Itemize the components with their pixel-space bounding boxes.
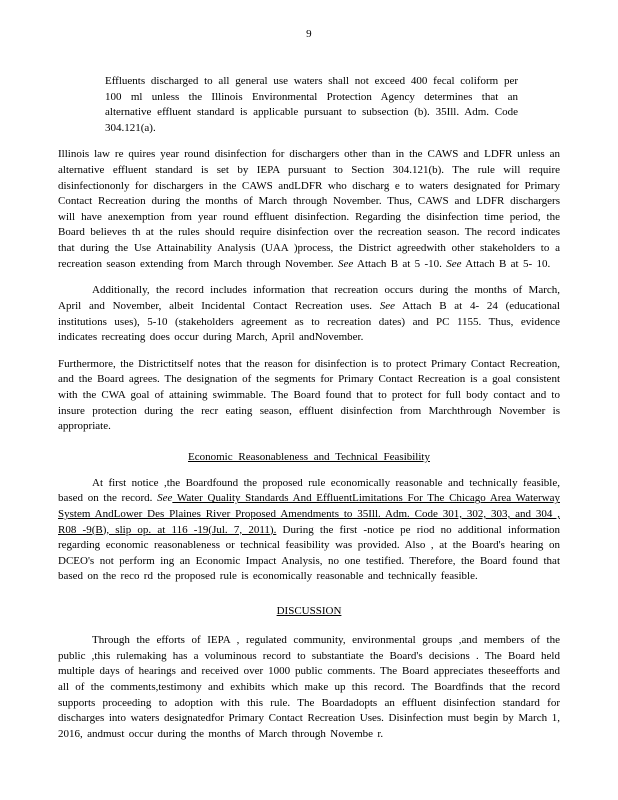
page-number: 9	[306, 28, 312, 40]
section-heading-discussion-label: DISCUSSION	[276, 605, 342, 618]
citation-signal: See	[446, 257, 462, 270]
paragraph-first-notice	[58, 476, 560, 585]
section-heading-economic-label: Economic Reasonableness and Technical Feasibility	[188, 450, 430, 463]
section-heading-economic	[58, 451, 560, 463]
section-heading-discussion	[58, 605, 560, 617]
text-run: Attach B at 4- 24 (educational institutions uses), 5-10 (stakeholders agreement as to recreation dates) and PC 1155. Thus, evidence indicates recreating does occur during March, April andNovember.	[58, 299, 560, 344]
text-run: Attach B at 5 -10.	[353, 257, 447, 270]
text-run: At first notice ,the Boardfound the proposed rule economically reasonable and technically feasible, based on the record.	[58, 476, 560, 505]
paragraph-illinois-law	[58, 147, 560, 272]
text-run: During the first -notice pe riod no additional information regarding economic reasonableness or technical feasibility was provided. Also , at the Board's hearing on DCEO's not perform ing an Economic Impact Analysis, no one testified. Therefore, the Board found that based on the reco rd the proposed rule is economically reasonable and technically feasible.	[58, 523, 560, 583]
citation-signal: See	[379, 299, 396, 312]
paragraph-additionally	[58, 283, 560, 345]
text-run: Illinois law re quires year round disinfection for dischargers other than in the CAWS and LDFR unless an alternative effluent standard is set by IEPA pursuant to Section 304.121(b). The rule will require disinfectiononly for dischargers in the CAWS andLDFR who discharg e to waters designated for Primary Contact Recreation during the months of March through November. Thus, CAWS and LDFR dischargers will have anexemption from year round effluent disinfection. Regarding the disinfection time period, the Board believes th at the rules should require disinfection over the recreation season. The record indicates that during the Use Attainability Analysis (UAA )process, the District agreedwith other stakeholders to a recreation season extending from March through November.	[58, 148, 560, 270]
text-run: Furthermore, the Districtitself notes that the reason for disinfection is to protect Primary Contact Recreation, and the Board agrees. The designation of the segments for Primary Contact Recreation is a goal consistent with the CWA goal of attaining swimmable. The Board found that to protect for full body contact and to insure protection during the recr eating season, effluent disinfection from Marchthrough November is appropriate.	[58, 357, 560, 433]
text-run: Additionally, the record includes information that recreation occurs during the months of March, April and November, albeit Incidental Contact Recreation uses.	[58, 284, 560, 312]
citation-signal: See	[338, 257, 354, 270]
paragraph-furthermore	[58, 357, 560, 435]
text-run: Attach B at 5- 10.	[461, 257, 551, 270]
citation-signal: See	[157, 492, 173, 505]
blockquote-effluents: Effluents discharged to all general use waters shall not exceed 400 fecal coliform per 100 ml unless the Illinois Environmental Protection Agency determines that an alternative effluent standard is applicable pursuant to subsection (b). 35Ill. Adm. Code 304.121(a).	[105, 75, 518, 134]
paragraph-discussion: Through the efforts of IEPA , regulated community, environmental groups ,and members of the public ,this rulemaking has a voluminous record to substantiate the Board's decisions . The Board held multiple days of hearings and received over 1000 public comments. The Board appreciates theseefforts and all of the comments,testimony and exhibits which make up this record. The Boardfinds that the record supports proceeding to adoption with this rule. The Boardadopts an effluent disinfection standard for discharges into waters designatedfor Primary Contact Recreation Uses. Disinfection must begin by March 1, 2016, andmust occur during the months of March through Novembe r.	[58, 634, 560, 740]
case-citation: Water Quality Standards And EffluentLimitations For The Chicago Area Waterway System AndLower Des Plaines River Proposed Amendments to 35Ill. Adm. Code 301, 302, 303, and 304 , R08 -9(B), slip op. at 116 -19(Jul. 7, 2011).	[58, 492, 560, 536]
